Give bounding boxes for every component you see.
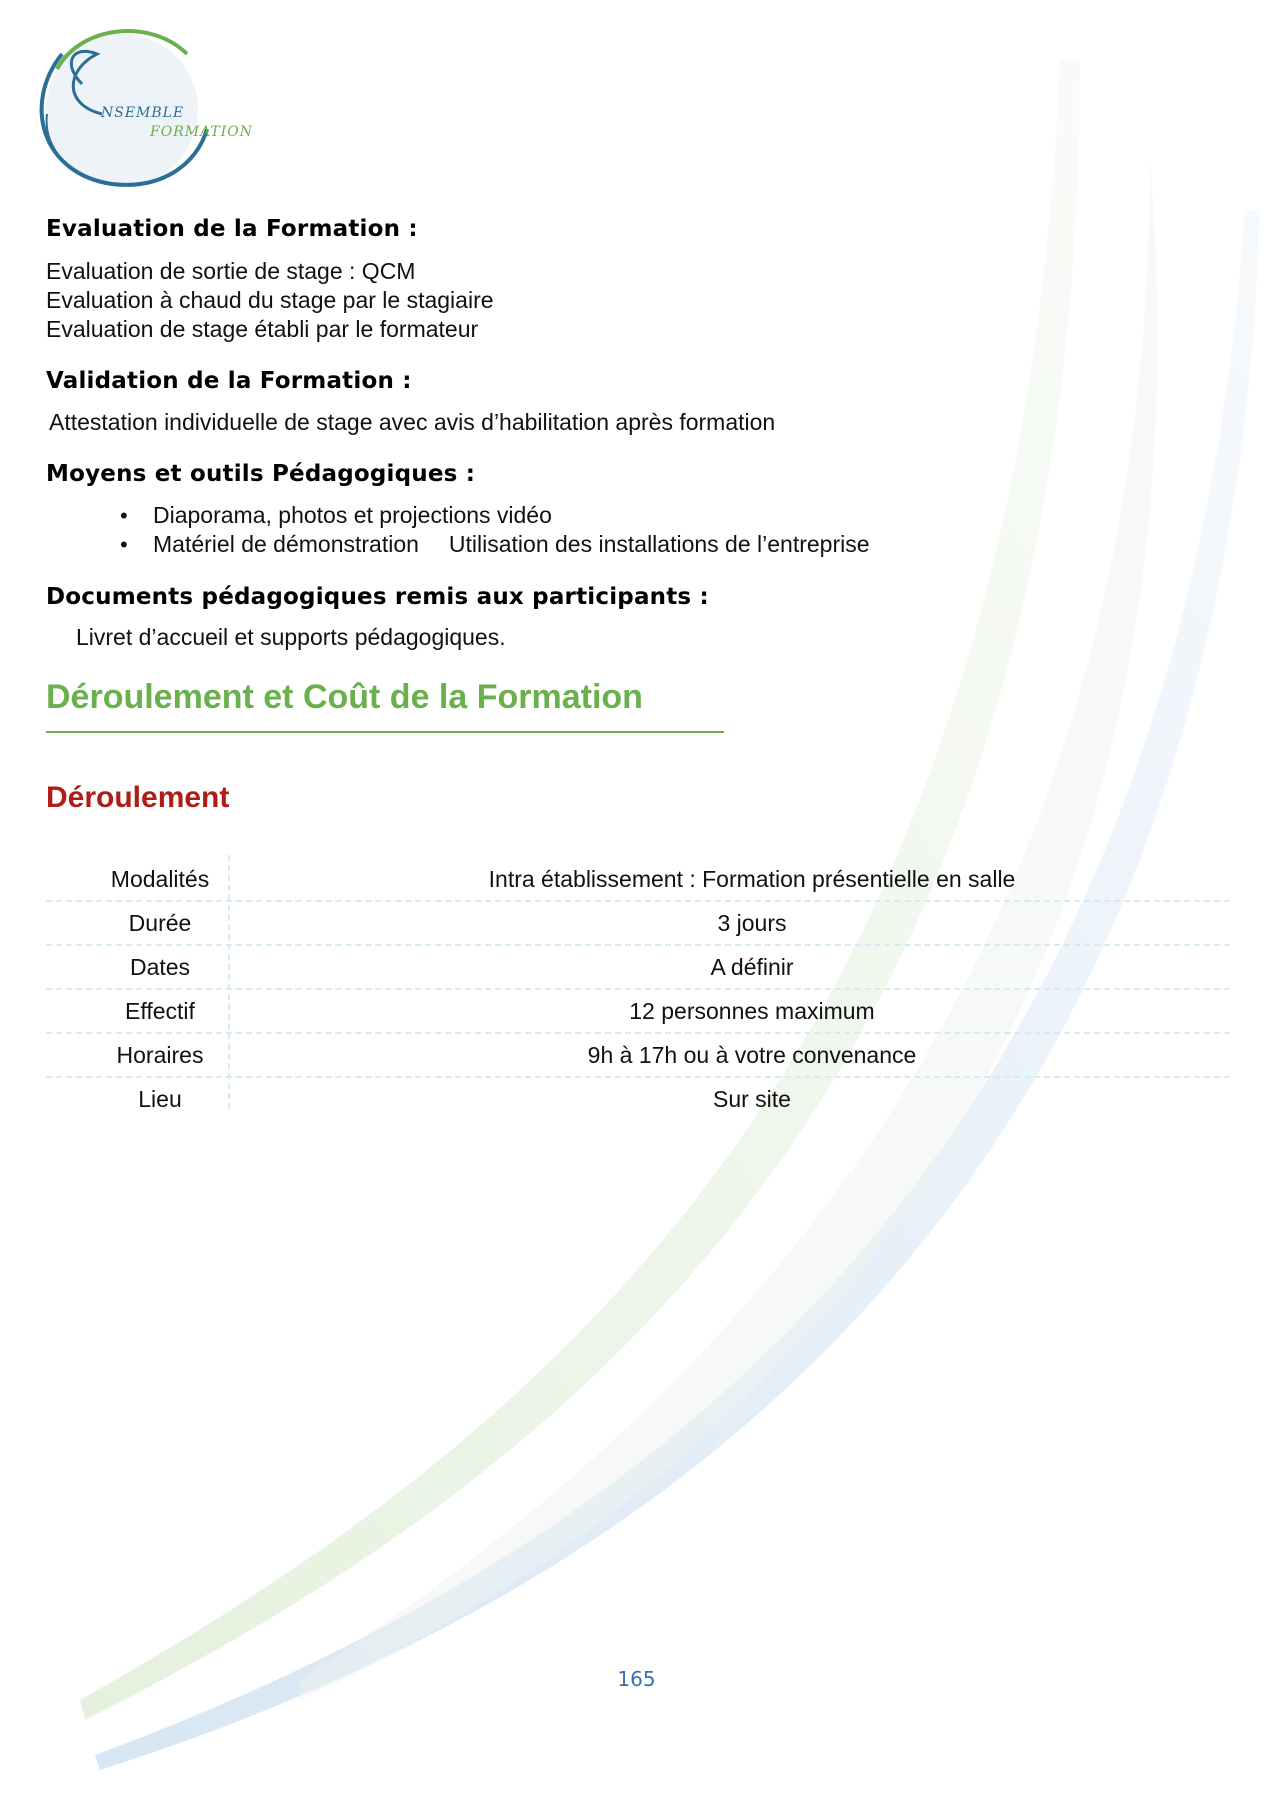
validation-text: Attestation individuelle de stage avec avis d’habilitation après formation: [49, 409, 776, 435]
table-row: [46, 1034, 1230, 1078]
table-label: Lieu: [138, 1086, 182, 1112]
evaluation-title: Evaluation de la Formation :: [46, 216, 418, 242]
table-row: [46, 902, 1230, 946]
logo-swirl-icon: [22, 14, 232, 194]
documents-text: Livret d’accueil et supports pédagogiques.: [76, 624, 506, 650]
table-value: A définir: [710, 954, 794, 980]
bullet-text: Matériel de démonstration: [153, 531, 419, 557]
table-row: [46, 990, 1230, 1034]
table-label: Effectif: [125, 998, 195, 1024]
heading-underline: [46, 731, 724, 733]
list-item: [120, 530, 870, 559]
main-heading: Déroulement et Coût de la Formation: [46, 678, 643, 716]
table-value: 12 personnes maximum: [629, 998, 875, 1024]
table-label: Horaires: [116, 1042, 204, 1068]
logo-text-nsemble: NSEMBLE: [101, 105, 185, 121]
moyens-list: [120, 501, 870, 559]
evaluation-line-1: Evaluation de sortie de stage : QCM: [46, 258, 416, 284]
bullet-text-secondary: Utilisation des installations de l’entreprise: [448, 531, 870, 557]
documents-title: Documents pédagogiques remis aux participants :: [46, 584, 709, 610]
table-row: [46, 858, 1230, 902]
sub-heading: Déroulement: [46, 781, 230, 814]
table-value: Intra établissement : Formation présentielle en salle: [488, 866, 1016, 892]
bullet-text: Diaporama, photos et projections vidéo: [153, 502, 552, 528]
deroulement-table: [46, 858, 1230, 1120]
table-label: Dates: [129, 954, 191, 980]
table-label: Durée: [128, 910, 192, 936]
evaluation-line-2: Evaluation à chaud du stage par le stagiaire: [46, 287, 494, 313]
validation-title: Validation de la Formation :: [46, 368, 412, 394]
evaluation-line-3: Evaluation de stage établi par le formateur: [46, 316, 479, 342]
list-item: [120, 501, 870, 530]
table-value: Sur site: [713, 1086, 791, 1112]
page-number: 165: [617, 1667, 656, 1691]
logo-text-formation: FORMATION: [150, 124, 254, 140]
table-row: [46, 946, 1230, 990]
table-value: 9h à 17h ou à votre convenance: [587, 1042, 917, 1068]
table-label: Modalités: [110, 866, 210, 892]
moyens-title: Moyens et outils Pédagogiques :: [46, 461, 476, 487]
company-logo: [22, 14, 254, 194]
table-row: [46, 1078, 1230, 1120]
table-value: 3 jours: [717, 910, 787, 936]
